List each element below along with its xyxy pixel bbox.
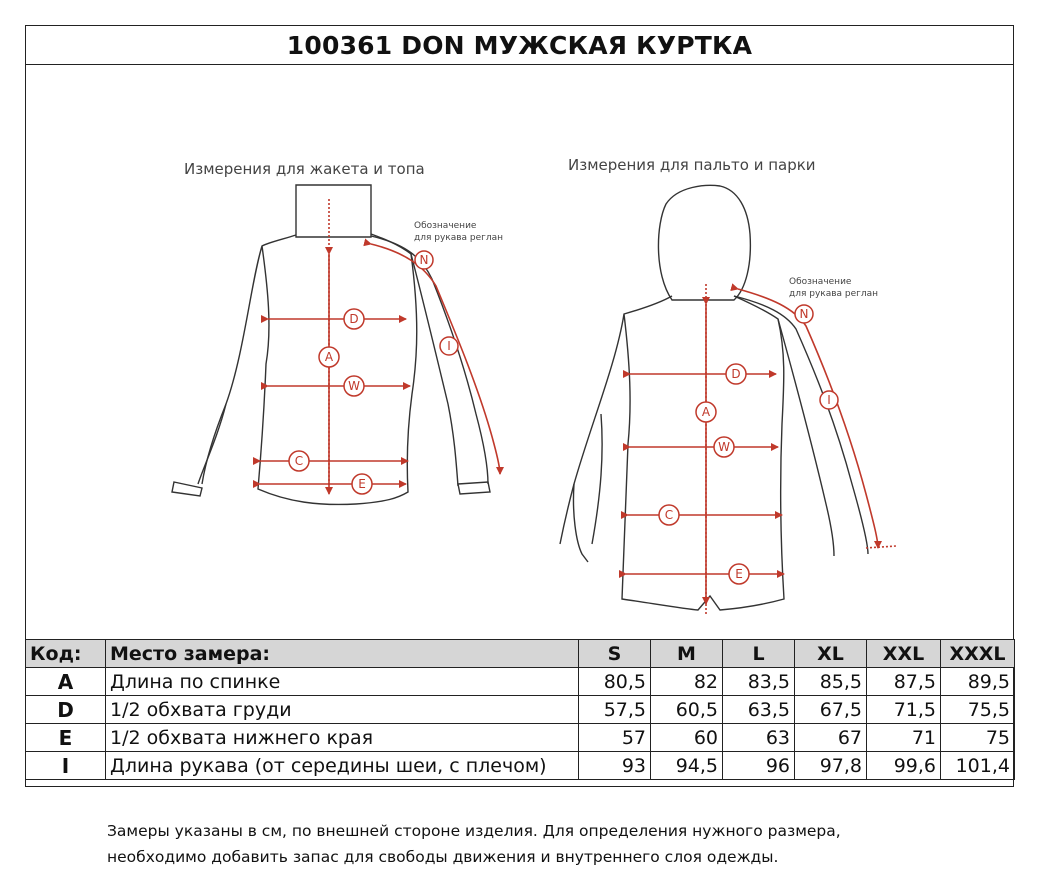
row-value: 82: [651, 668, 723, 696]
svg-text:C: C: [664, 508, 674, 522]
row-value: 75: [941, 724, 1015, 752]
svg-text:N: N: [799, 307, 809, 321]
svg-text:I: I: [827, 393, 831, 407]
row-value: 96: [723, 752, 795, 780]
row-code: A: [26, 668, 106, 696]
svg-text:A: A: [324, 350, 334, 364]
row-value: 57: [579, 724, 651, 752]
jacket-marker-N: [415, 251, 433, 269]
measurement-diagrams: [26, 64, 1013, 639]
jacket-marker-A: [319, 347, 339, 367]
table-header-row: [26, 640, 1015, 668]
svg-text:E: E: [358, 477, 366, 491]
jacket-marker-C: [289, 451, 309, 471]
row-place: Длина рукава (от середины шеи, с плечом): [106, 752, 579, 780]
row-value: 94,5: [651, 752, 723, 780]
jacket-marker-I: [440, 337, 458, 355]
size-table: [25, 639, 1015, 780]
coat-marker-D: [726, 364, 746, 384]
row-value: 67,5: [795, 696, 867, 724]
coat-marker-A: [696, 402, 716, 422]
svg-text:C: C: [294, 454, 304, 468]
jacket-marker-D: [344, 309, 364, 329]
jacket-marker-W: [344, 376, 364, 396]
page-title: 100361 DON МУЖСКАЯ КУРТКА: [26, 26, 1013, 65]
row-value: 101,4: [941, 752, 1015, 780]
coat-caption: Измерения для пальто и парки: [568, 156, 816, 174]
coat-marker-E: [729, 564, 749, 584]
row-place: 1/2 обхвата нижнего края: [106, 724, 579, 752]
row-value: 97,8: [795, 752, 867, 780]
header-place: Место замера:: [106, 640, 579, 668]
coat-marker-W: [714, 437, 734, 457]
footnote-line: необходимо добавить запас для свободы движения и внутреннего слоя одежды.: [107, 848, 779, 866]
svg-text:D: D: [731, 367, 741, 381]
jacket-marker-E: [352, 474, 372, 494]
header-code: Код:: [26, 640, 106, 668]
jacket-raglan-note-2: для рукава реглан: [414, 233, 504, 243]
header-size: XXXL: [941, 640, 1015, 668]
coat-raglan-note-2: для рукава реглан: [789, 289, 879, 299]
svg-text:N: N: [419, 253, 429, 267]
coat-raglan-note-1: Обозначение: [789, 277, 852, 287]
jacket-caption: Измерения для жакета и топа: [184, 160, 425, 178]
row-value: 63,5: [723, 696, 795, 724]
row-value: 75,5: [941, 696, 1015, 724]
coat-measure-lines: [626, 284, 896, 614]
jacket-markers: [289, 251, 458, 494]
header-size: XL: [795, 640, 867, 668]
row-value: 67: [795, 724, 867, 752]
coat-marker-C: [659, 505, 679, 525]
size-table-wrap: [25, 639, 1014, 780]
table-row: [26, 752, 1015, 780]
svg-text:I: I: [447, 339, 451, 353]
row-value: 85,5: [795, 668, 867, 696]
row-value: 99,6: [867, 752, 941, 780]
jacket-measure-lines: [260, 199, 500, 494]
row-code: I: [26, 752, 106, 780]
row-value: 83,5: [723, 668, 795, 696]
svg-text:D: D: [349, 312, 359, 326]
svg-text:A: A: [701, 405, 711, 419]
table-row: [26, 668, 1015, 696]
table-row: [26, 724, 1015, 752]
coat-marker-N: [795, 305, 813, 323]
header-size: S: [579, 640, 651, 668]
svg-text:W: W: [348, 379, 360, 393]
row-value: 93: [579, 752, 651, 780]
row-value: 71,5: [867, 696, 941, 724]
row-place: 1/2 обхвата груди: [106, 696, 579, 724]
footnote: [107, 818, 1007, 870]
header-size: XXL: [867, 640, 941, 668]
header-size: M: [651, 640, 723, 668]
jacket-raglan-note-1: Обозначение: [414, 221, 477, 231]
header-size: L: [723, 640, 795, 668]
row-code: D: [26, 696, 106, 724]
diagrams-svg: [26, 64, 1013, 639]
row-value: 71: [867, 724, 941, 752]
row-value: 89,5: [941, 668, 1015, 696]
row-value: 63: [723, 724, 795, 752]
row-place: Длина по спинке: [106, 668, 579, 696]
coat-marker-I: [820, 391, 838, 409]
row-code: E: [26, 724, 106, 752]
svg-text:E: E: [735, 567, 743, 581]
svg-text:W: W: [718, 440, 730, 454]
row-value: 57,5: [579, 696, 651, 724]
row-value: 87,5: [867, 668, 941, 696]
row-value: 60: [651, 724, 723, 752]
size-chart-frame: [25, 25, 1014, 787]
table-row: [26, 696, 1015, 724]
row-value: 80,5: [579, 668, 651, 696]
footnote-line: Замеры указаны в см, по внешней стороне изделия. Для определения нужного размера,: [107, 822, 841, 840]
row-value: 60,5: [651, 696, 723, 724]
